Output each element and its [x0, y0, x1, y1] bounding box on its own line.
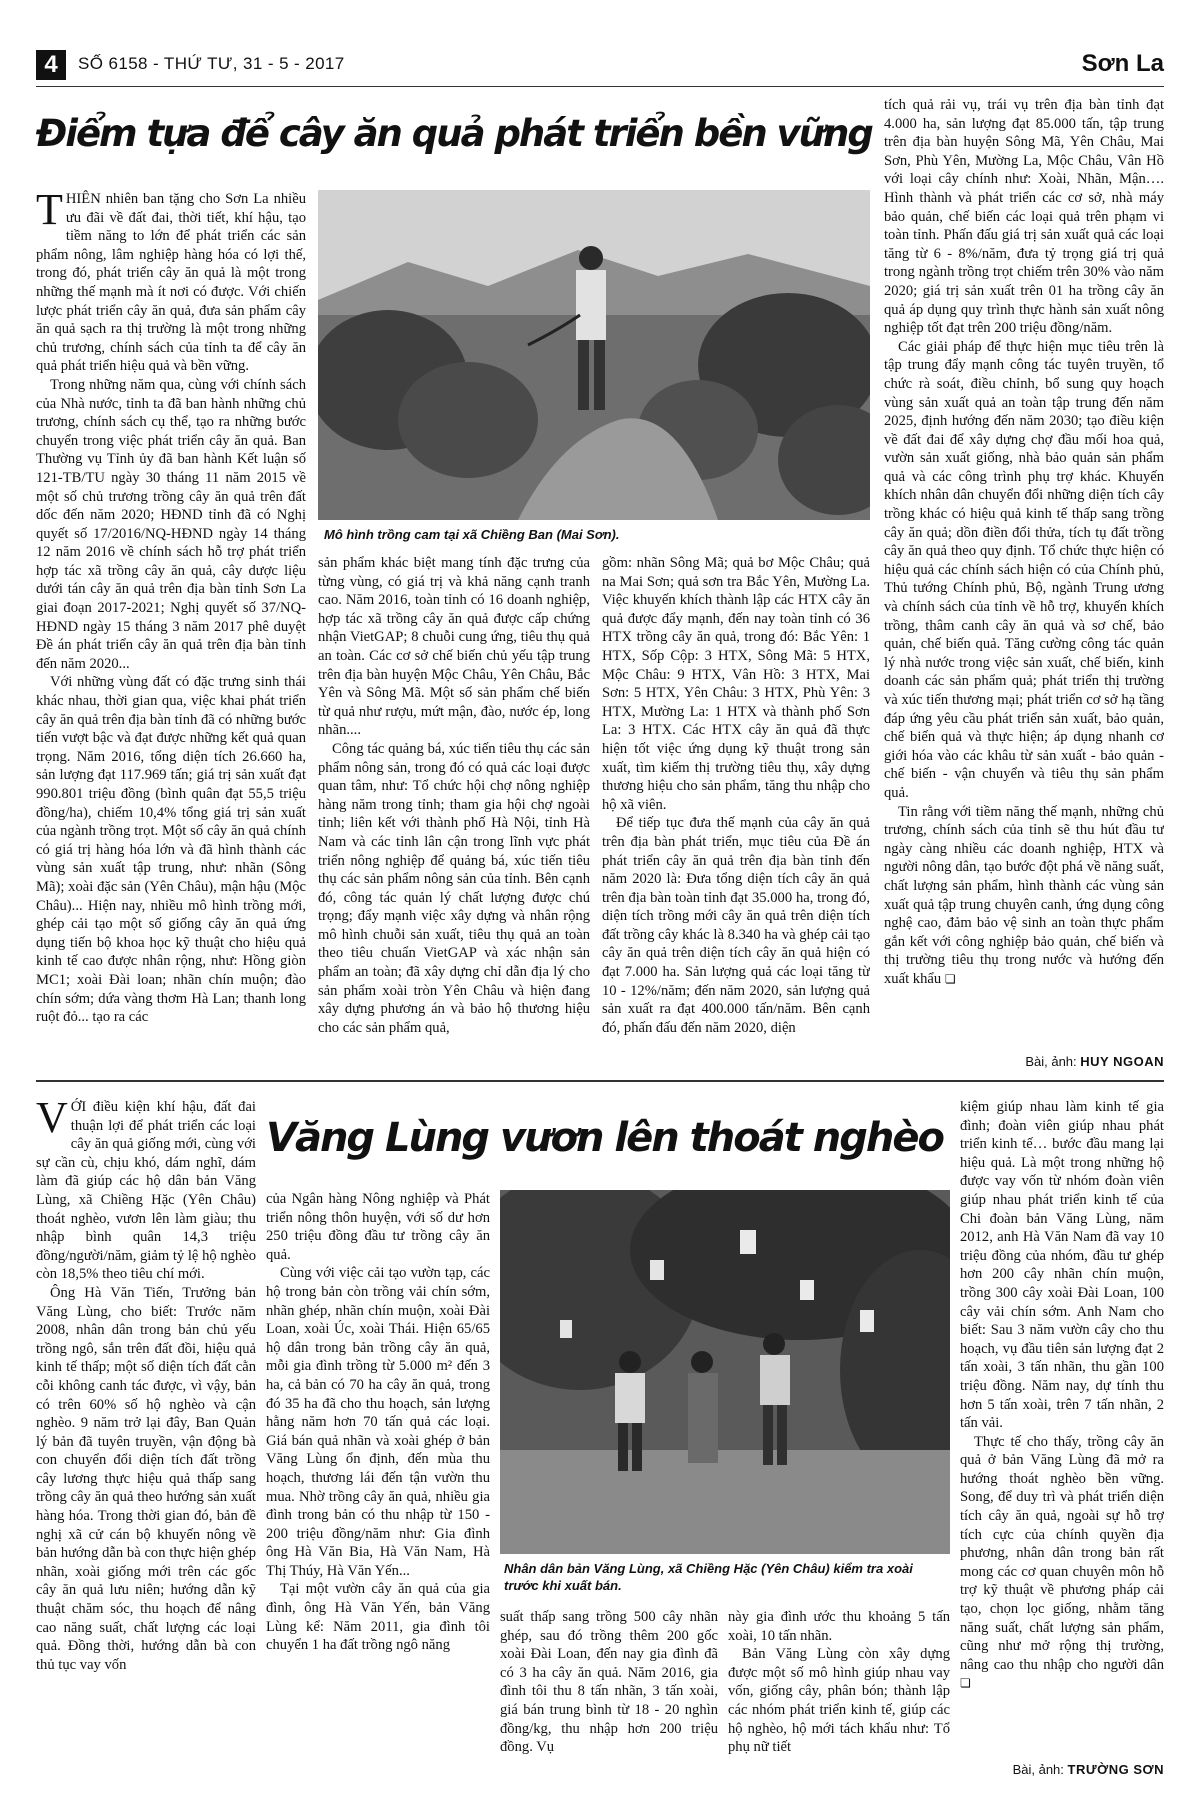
- article1-col2-para: sản phẩm khác biệt mang tính đặc trưng của từng vùng, có giá trị và khả năng cạnh tranh cao. Năm 2016, toàn tỉnh có 16 doanh nghiệp, hợp tác xã trồng cây ăn quả được cấp chứng nhận VietGAP; 8 chuỗi cung ứng, tiêu thụ quả an toàn. Các cơ sở chế biến chủ yếu tập trung trên địa bàn huyện Mộc Châu, Yên Châu, Bắc Yên và Sông Mã. Một số sản phẩm chế biến từ quả như rượu, mứt mận, đào, nước ép, long nhãn....: [318, 555, 590, 739]
- article1-col3-para: Để tiếp tục đưa thế mạnh của cây ăn quả trên địa bàn phát triển, mục tiêu của Đề án phát triển cây ăn quả trên địa bàn tỉnh đến năm 2020 là: Đưa tổng diện tích cây ăn quả trên địa bàn toàn tỉnh đạt 35.000 ha, trong đó, diện tích trồng mới cây ăn quả trên diện tích đất trồng cây khác là 8.340 ha và ghép cải tạo cây ăn quả trên diện tích cây ăn quả hiện có đạt 7.000 ha. Sản lượng quả các loại tăng từ 10 - 12%/năm; đến năm 2020, sản lượng quả sản xuất ra đạt 400.000 tấn/năm. Bên cạnh đó, phấn đấu đến năm 2020, diện: [602, 815, 870, 1036]
- article2-byline: [960, 1762, 1164, 1777]
- article2-col5: [960, 1098, 1164, 1758]
- article1-col1-para: Với những vùng đất có đặc trưng sinh thái khác nhau, thời gian qua, việc khai phát triển cây ăn quả trên địa bàn tỉnh đã có những bước tiến vượt bậc và đạt được những kết quả quan trọng. Năm 2016, tổng diện tích 26.660 ha, sản lượng đạt 117.969 tấn; giá trị sản xuất đạt 990.801 triệu đồng (bình quân đạt 55,5 triệu đồng/ha), chiếm 10,4% tổng giá trị sản xuất của ngành trồng trọt. Một số cây ăn quả chính có giá trị hàng hóa lớn và đã hình thành các vùng sản xuất tập trung, như: nhãn (Sông Mã); xoài đặc sản (Yên Châu), mận hậu (Mộc Châu)... Hiện nay, nhiều mô hình trồng mới, ghép cải tạo một số giống cây ăn quả ứng dụng tiến bộ khoa học kỹ thuật cho hiệu quả kinh tế cao được nhân rộng, như: Hồng giòn MC1; xoài Đài loan; nhãn chín muộn; đào chín sớm; dứa vàng thơm Hà Lan; thanh long ruột đỏ... tạo ra các: [36, 674, 306, 1026]
- article2-col3-para: suất thấp sang trồng 500 cây nhãn ghép, sau đó trồng thêm 200 gốc xoài Đài Loan, đến nay gia đình đã có 3 ha cây ăn quả. Năm 2016, gia đình tôi thu 8 tấn nhãn, 3 tấn xoài, giá bán trung bình từ 18 - 20 nghìn đồng/kg, thu nhập hơn 200 triệu đồng. Vụ: [500, 1609, 718, 1756]
- article2-title: Văng Lùng vươn lên thoát nghèo: [266, 1115, 943, 1161]
- article2-col1-para: Ông Hà Văn Tiến, Trưởng bản Văng Lùng, cho biết: Trước năm 2008, nhân dân trong bản chủ yếu trồng ngô, sắn trên đất đồi, hiệu quả kinh tế thấp; một số diện tích đất cằn cỗi không canh tác được, vì vậy, bản có trên 60% số hộ nghèo và cận nghèo. 9 năm trở lại đây, Ban Quản lý bản đã tuyên truyền, vận động bà con chuyển đổi diện tích đất trồng cây lương thực hiệu quả thấp sang trồng cây ăn quả theo hướng sản xuất hàng hóa. Trong thời gian đó, bản đề nghị xã cử cán bộ khuyến nông về bản hướng dẫn bà con thực hiện ghép nhãn, xoài giống mới trên các gốc cây ăn quả lưu niên; hướng dẫn kỹ thuật chăm sóc, thu hoạch để nâng cao năng suất, chất lượng các loại quả. Đồng thời, hướng dẫn bà con thủ tục vay vốn: [36, 1284, 256, 1673]
- article2-photo: [500, 1190, 950, 1554]
- article2-col2-para: của Ngân hàng Nông nghiệp và Phát triển nông thôn huyện, với số dư hơn 250 triệu đồng đầu tư trồng cây ăn quả.: [266, 1191, 490, 1263]
- article1-byline-prefix: Bài, ảnh:: [1025, 1054, 1077, 1069]
- issue-info: SỐ 6158 - THỨ TƯ, 31 - 5 - 2017: [78, 54, 345, 73]
- article2-col5-para: Thực tế cho thấy, trồng cây ăn quả ở bản Văng Lùng đã mở ra hướng thoát nghèo bền vững. Song, để duy trì và phát triển diện tích cây ăn quả, ngoài sự hỗ trợ tích cực của chính quyền địa phương, nhân dân trong bản rất mong các cơ quan chuyên môn hỗ trợ kỹ thuật về phương pháp cải tạo, chọn lọc giống, nhằm tăng năng suất, chất lượng sản phẩm, cũng như mở rộng thị trường, nâng cao thu nhập cho người dân ❏: [960, 1433, 1164, 1691]
- article2-col1-para: VỚI điều kiện khí hậu, đất đai thuận lợi để phát triển các loại cây ăn quả giống mới, cùng với sự cần cù, chịu khó, dám nghĩ, dám làm đã giúp các hộ dân bản Văng Lùng, xã Chiềng Hặc (Yên Châu) thoát nghèo, vươn lên làm giàu; thu nhập bình quân 14,3 triệu đồng/người/năm, giảm tỷ lệ hộ nghèo còn 18,5% theo tiêu chí mới.: [36, 1098, 256, 1283]
- article1-title: Điểm tựa để cây ăn quả phát triển bền vững: [36, 112, 872, 155]
- mango-orchard-photo-illustration: [500, 1190, 950, 1554]
- article1-col2-para: Công tác quảng bá, xúc tiến tiêu thụ các sản phẩm nông sản, trong đó có quả các loại được quan tâm, như: Tổ chức hội chợ nông nghiệp hàng năm trong tỉnh; tham gia hội chợ ngoài tỉnh; liên kết với thành phố Hà Nội, tỉnh Hà Nam và các tỉnh lân cận trong lĩnh vực phát triển nông nghiệp để quảng bá, xúc tiến tiêu thụ các sản phẩm nông sản của tỉnh. Bên cạnh đó, công tác quản lý chất lượng được chú trọng; đẩy mạnh việc xây dựng và nhân rộng mô hình chuỗi sản xuất, tiêu thụ quả an toàn theo tiêu chuẩn VietGAP và xác nhận sản phẩm an toàn; đã xây dựng chỉ dẫn địa lý cho sản phẩm xoài tròn Yên Châu và hiện đang xây dựng phương án và bảo hộ thương hiệu cho các sản phẩm quả,: [318, 740, 590, 1036]
- end-mark-icon: ❏: [960, 1676, 971, 1691]
- article1-dropcap: T: [36, 190, 63, 234]
- article1-photo-caption: Mô hình trồng cam tại xã Chiềng Ban (Mai Sơn).: [324, 527, 620, 542]
- article1-col4-para: Các giải pháp để thực hiện mục tiêu trên là tập trung đẩy mạnh công tác tuyên truyền, tổ chức rà soát, điều chỉnh, bổ sung quy hoạch vùng sản xuất quả an toàn tập trung đến năm 2025, định hướng đến năm 2030; tạo điều kiện về đất đai để xây dựng chợ đầu mối hoa quả, vườn sản xuất giống, nhà bảo quản sản phẩm quả và các công trình phụ trợ khác. Khuyến khích nhân dân chuyển đổi những diện tích cây trồng khác có hiệu quả kinh tế thấp sang trồng cây ăn quả; dồn điền đổi thửa, tích tụ đất trồng cây ăn quả theo quy định. Tổ chức thực hiện có hiệu quả các chính sách hiện có của Chính phủ, Thủ tướng Chính phủ, Bộ, ngành Trung ương và chính sách của tỉnh về hỗ trợ, khuyến khích trồng, thâm canh cây ăn quả và sơ chế, bảo quản, chế biến quả. Tăng cường công tác quản lý nhà nước trong việc sản xuất, chế biến, kinh doanh các sản phẩm quả; phát triển thị trường và xúc tiến thương mại; phát triển cơ sở hạ tầng đáp ứng yêu cầu phát triển sản xuất, bảo quản, chế biến quả và thực hiện; áp dụng nhanh cơ giới hóa vào các khâu từ sản xuất - bảo quản - chế biến - vận chuyển và tiêu thụ sản phẩm quả.: [884, 338, 1164, 801]
- article1-byline-author: HUY NGOAN: [1080, 1054, 1164, 1069]
- orange-farm-photo-illustration: [318, 190, 870, 520]
- article1-col4-para: Tin rằng với tiềm năng thế mạnh, những chủ trương, chính sách của tỉnh sẽ thu hút đầu tư ngày càng nhiều các doanh nghiệp, HTX và người nông dân, tạo bước đột phá về năng suất, chất lượng sản phẩm, hình thành các vùng sản xuất quả tập trung chuyên canh, ứng dụng công nghệ cao, đảm bảo vệ sinh an toàn thực phẩm gắn kết với công nghiệp bảo quản, chế biến và thị trường tiêu thụ trong nước và hướng đến xuất khẩu ❏: [884, 803, 1164, 987]
- article2-col3: [500, 1608, 718, 1784]
- article2-byline-prefix: Bài, ảnh:: [1012, 1762, 1064, 1777]
- article2-col4-para: Bản Văng Lùng còn xây dựng được một số mô hình giúp nhau vay vốn, giống cây, phân bón; thành lập các nhóm phát triển kinh tế, giúp các hộ nghèo, hộ mới tách khẩu như: Tổ phụ nữ tiết: [728, 1646, 950, 1756]
- article2-col4: [728, 1608, 950, 1784]
- article1-byline: [884, 1054, 1164, 1069]
- article2-col5-para: kiệm giúp nhau làm kinh tế gia đình; đoàn viên giúp nhau phát triển kinh tế… bước đầu mang lại hiệu quả. Là một trong những hộ được vay vốn từ nhóm đoàn viên giúp nhau phát triển kinh tế của Chi đoàn bản Văng Lùng, năm 2012, anh Hà Văn Nam đã vay 10 triệu đồng của nhóm, đầu tư ghép hơn 200 cây nhãn chín muộn, trồng 300 cây xoài Đài Loan, 100 cây vải chín sớm. Anh Nam cho biết: Sau 3 năm vườn cây cho thu hoạch, vụ đầu tiên sản lượng đạt 2 tấn xoài, 3 tấn nhãn, thu gần 100 triệu đồng. Năm nay, dự tính thu hơn 5 tấn xoài, trên 7 tấn nhãn, 2 tấn vải.: [960, 1099, 1164, 1432]
- article-divider: [36, 1080, 1164, 1082]
- article2-photo-caption: Nhân dân bản Văng Lùng, xã Chiềng Hặc (Yên Châu) kiểm tra xoài trước khi xuất bán.: [504, 1561, 913, 1593]
- article1-col4: [884, 96, 1164, 1048]
- article1-col1-para: Trong những năm qua, cùng với chính sách của Nhà nước, tỉnh ta đã ban hành những chủ trương, chính sách cụ thể, tạo ra những bước chuyển trong việc phát triển cây ăn quả. Ban Thường vụ Tỉnh ủy đã ban hành Kết luận số 121-TB/TU ngày 30 tháng 11 năm 2015 về một số chủ trương trồng cây ăn quả trên đất dốc đến năm 2020; HĐND tỉnh đã có Nghị quyết số 17/2016/NQ-HĐND ngày 14 tháng 12 năm 2016 về chính sách hỗ trợ phát triển hợp tác xã trồng cây ăn quả, cây dược liệu dưới tán cây ăn quả trên địa bàn tỉnh Sơn La giai đoạn 2017-2021; Nghị quyết số 37/NQ-HĐND ngày 15 tháng 3 năm 2017 phê duyệt Đề án phát triển cây ăn quả trên địa bàn tỉnh đến năm 2020...: [36, 376, 306, 672]
- newspaper-name: Sơn La: [1081, 50, 1164, 77]
- article2-byline-author: TRƯỜNG SƠN: [1067, 1762, 1164, 1777]
- article2-col1: [36, 1098, 256, 1784]
- page-header: [36, 48, 1164, 87]
- article2-col4-para: này gia đình ước thu khoảng 5 tấn xoài, 10 tấn nhãn.: [728, 1609, 950, 1644]
- article2-col2-para: Tại một vườn cây ăn quả của gia đình, ông Hà Văn Yến, bản Văng Lùng kể: Năm 2011, gia đình tôi chuyển 1 ha đất trồng ngô năng: [266, 1581, 490, 1654]
- article1-col1: [36, 190, 306, 1066]
- article2-dropcap: V: [36, 1098, 68, 1142]
- article2-col2: [266, 1190, 490, 1784]
- page-number: 4: [36, 50, 66, 80]
- article1-col3-para: gồm: nhãn Sông Mã; quả bơ Mộc Châu; quả na Mai Sơn; quả sơn tra Bắc Yên, Mường La. Việc khuyến khích thành lập các HTX cây ăn quả được đẩy mạnh, đến nay toàn tỉnh có 36 HTX trồng cây ăn quả, trong đó: Bắc Yên: 1 HTX, Sốp Cộp: 3 HTX, Sông Mã: 5 HTX, Mộc Châu: 9 HTX, Vân Hồ: 3 HTX, Mai Sơn: 5 HTX, Yên Châu: 3 HTX, Phù Yên: 3 HTX, Mường La: 1 HTX và thành phố Sơn La: 3 HTX. Các HTX cây ăn quả đã thực hiện tốt việc ứng dụng kỹ thuật trong sản xuất, tìm kiếm thị trường tiêu thụ, xây dựng thương hiệu cho sản phẩm, tăng thu nhập cho hộ xã viên.: [602, 555, 870, 813]
- article1-photo: [318, 190, 870, 520]
- article1-col4-para: tích quả rải vụ, trái vụ trên địa bàn tỉnh đạt 4.000 ha, sản lượng đạt 85.000 tấn, tập trung trên địa bàn huyện Sông Mã, Yên Châu, Mai Sơn, Phù Yên, Mường La, Mộc Châu, Vân Hồ với loại cây chính như: Xoài, Nhãn, Mận…. Hình thành và phát triển các cơ sở, nhà máy bảo quản, chế biến các loại quả trên phạm vi toàn tỉnh. Phấn đấu giá trị sản xuất quả các loại tăng từ 6 - 8%/năm, đưa tỷ trọng giá trị quả trong ngành trồng trọt chiếm trên 30% vào năm 2020; giá trị sản xuất trên 01 ha trồng cây ăn quả áp dụng quy trình thực hành sản xuất nông nghiệp tốt đạt trên 200 triệu đồng/năm.: [884, 97, 1164, 337]
- article1-col2: [318, 554, 590, 1066]
- article1-col1-para: THIÊN nhiên ban tặng cho Sơn La nhiều ưu đãi về đất đai, thời tiết, khí hậu, tạo tiềm năng to lớn để phát triển các sản phẩm nông, lâm nghiệp hàng hóa có lợi thế, trong đó, phát triển cây ăn quả là một trong những thế mạnh mà ít nơi có được. Với chiến lược phát triển cây ăn quả, đưa sản phẩm cây ăn quả sạch ra thị trường là một trong những chủ trương, chính sách của tỉnh ta để cây ăn quả phát triển hiệu quả và bền vững.: [36, 190, 306, 375]
- article1-col3: [602, 554, 870, 1066]
- article2-col2-para: Cùng với việc cải tạo vườn tạp, các hộ trong bản còn trồng vải chín sớm, nhãn ghép, nhãn chín muộn, xoài Đài Loan, xoài Úc, xoài Thái. Hiện 65/65 hộ dân trong bản trồng cây ăn quả, mỗi gia đình trồng từ 5.000 m² đến 3 ha, cả bản có 70 ha cây ăn quả, trong đó 35 ha đã cho thu hoạch, sản lượng hằng năm hơn 70 tấn quả các loại. Giá bán quả nhãn và xoài ghép ở bản Văng Lùng ổn định, đến mùa thu hoạch, thương lái đến tận vườn thu mua. Nhờ trồng cây ăn quả, nhiều gia đình trong bản có thu nhập từ 150 - 200 triệu đồng/năm như: Gia đình ông Hà Văn Bia, Hà Văn Nam, Hà Thị Thúy, Hà Văn Yến...: [266, 1265, 490, 1579]
- end-mark-icon: ❏: [944, 971, 956, 986]
